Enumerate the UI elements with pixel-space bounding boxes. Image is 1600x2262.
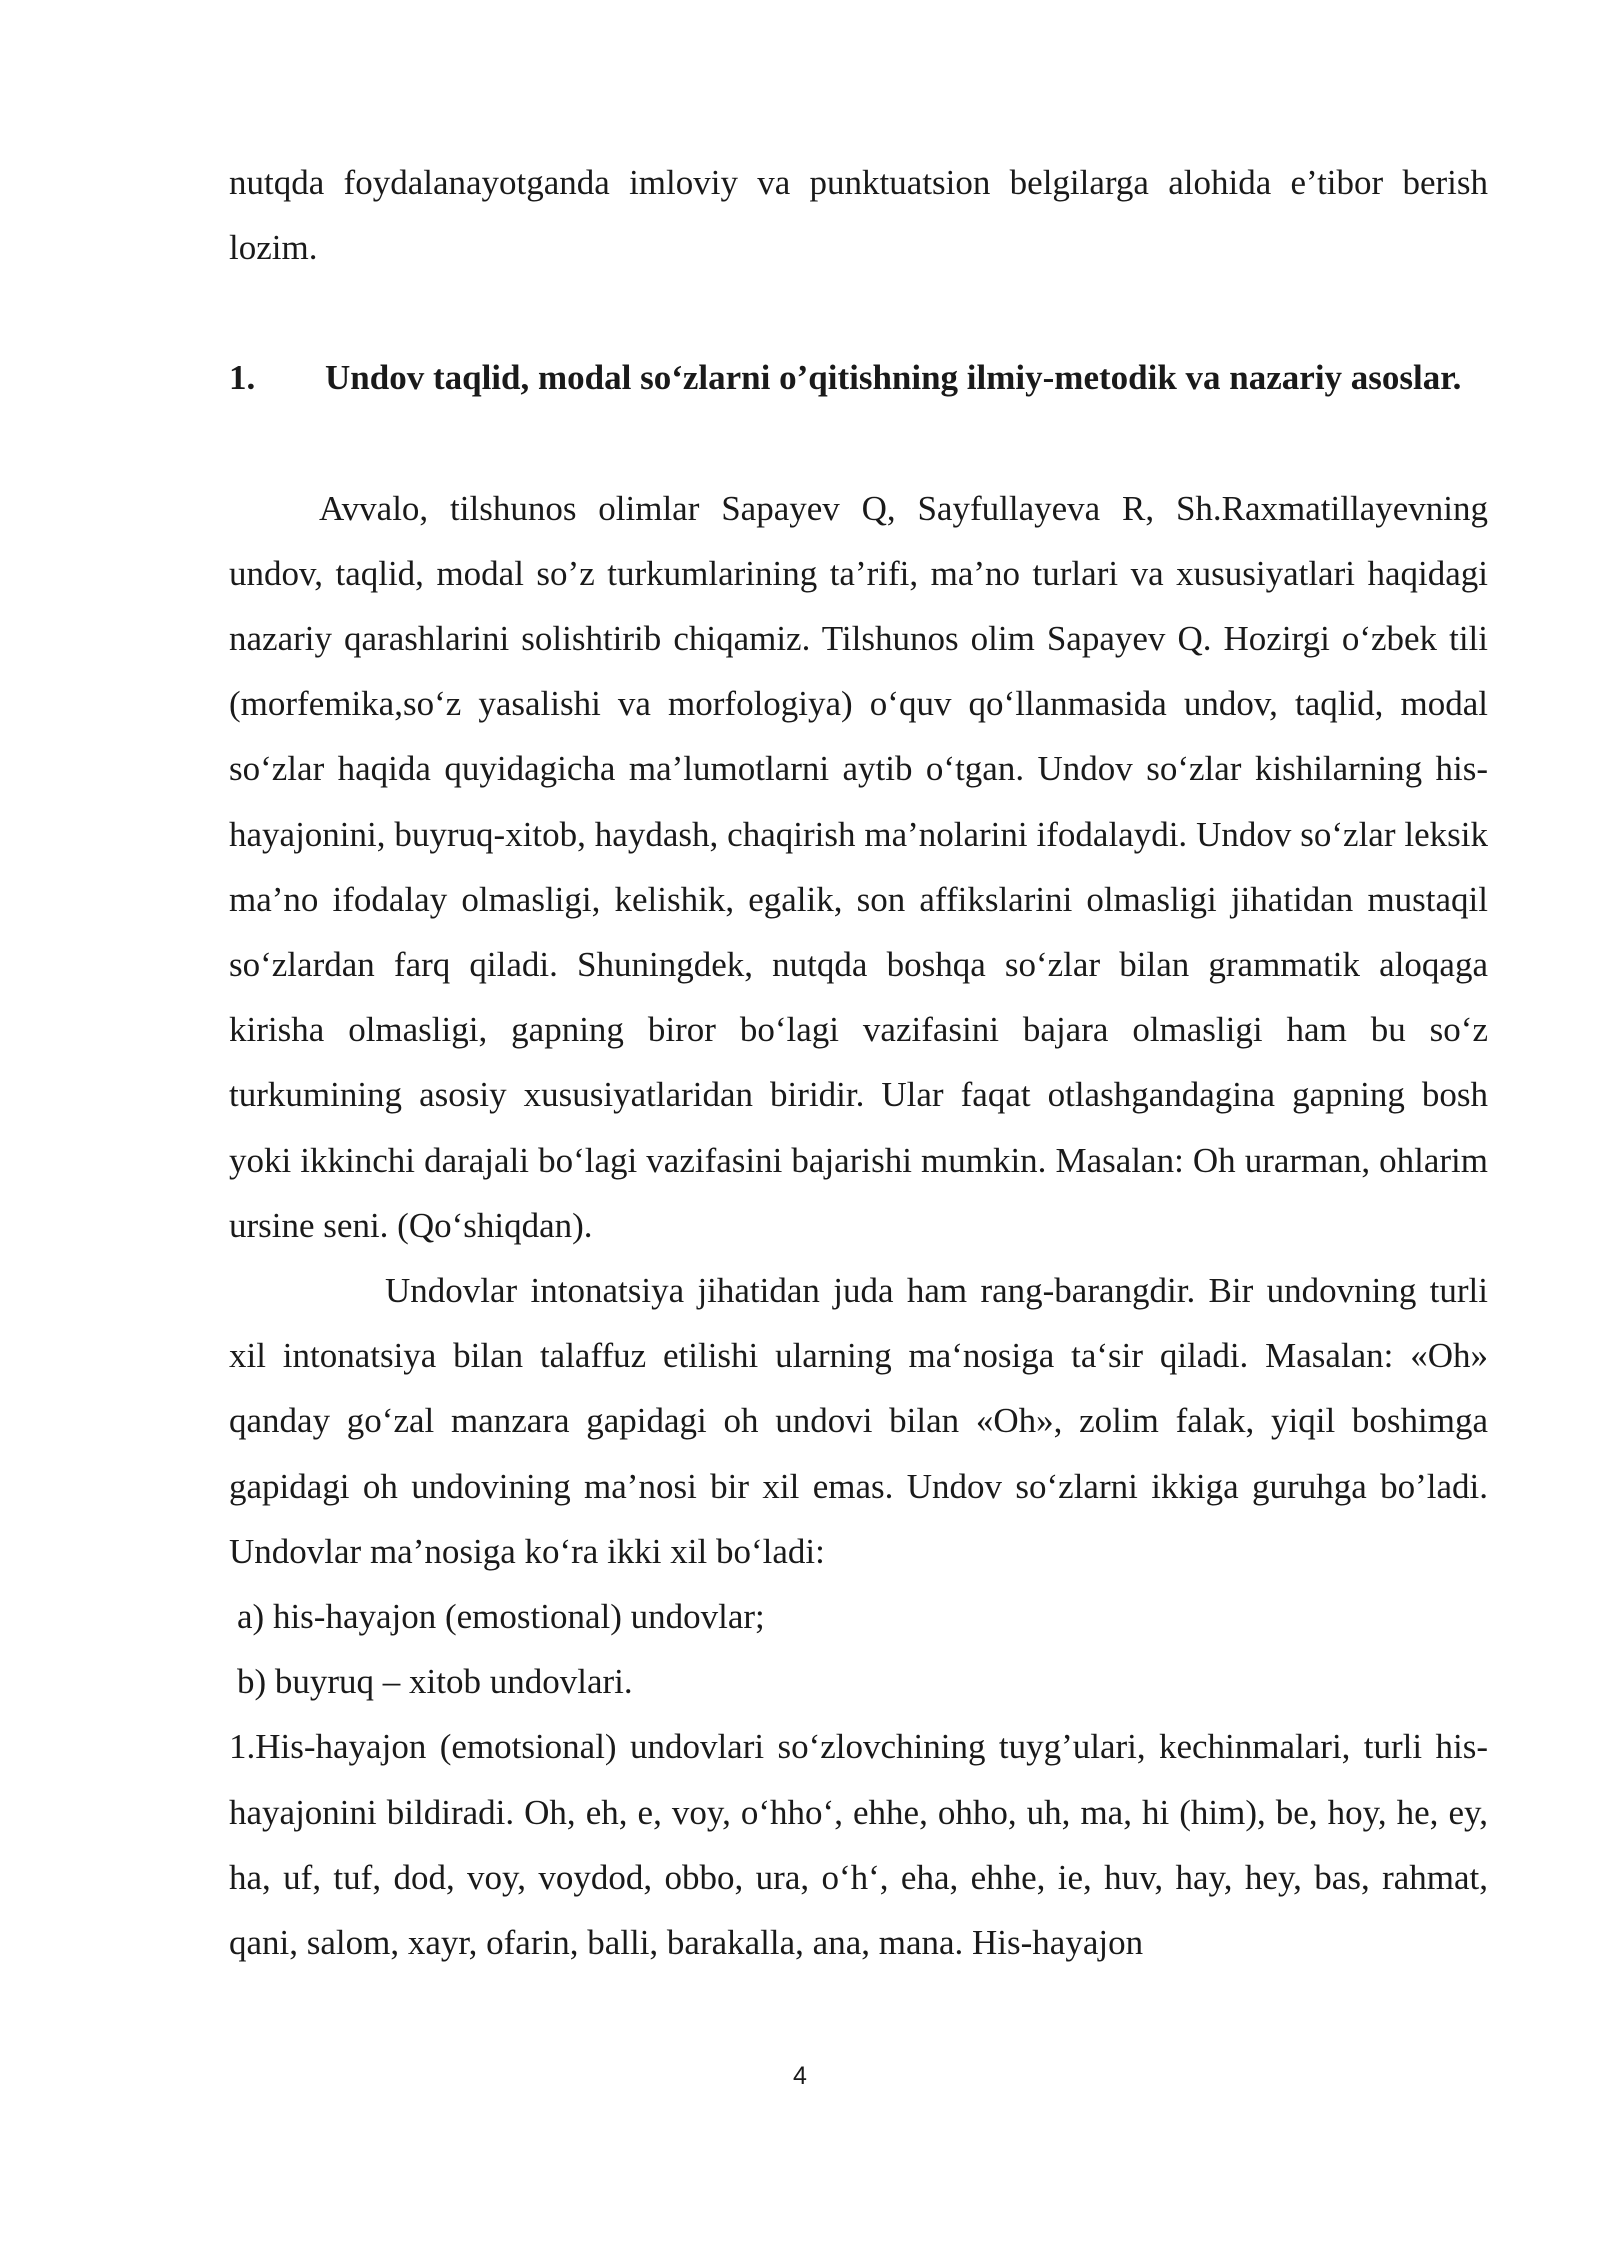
section-heading (229, 345, 1488, 410)
intro-paragraph: nutqda foydalanayotganda imloviy va punktuatsion belgilarga alohida e’tibor berish lozim. (229, 163, 1488, 268)
document-page (229, 150, 1488, 1975)
heading-text: Undov taqlid, modal so‘zlarni o’qitishning ilmiy-metodik va nazariy asoslar. (325, 358, 1462, 398)
body-paragraph: Avvalo, tilshunos olimlar Sapayev Q, Sayfullayeva R, Sh.Raxmatillayevning undov, taqlid, modal so’z turkumlarining ta’rifi, ma’no turlari va xususiyatlari haqidagi nazariy qarashlarini solishtirib chiqamiz. Tilshunos olim Sapayev Q. Hozirgi o‘zbek tili (morfemika,so‘z yasalishi va morfologiya) o‘quv qo‘llanmasida undov, taqlid, modal so‘zlar haqida quyidagicha ma’lumotlarni aytib o‘tgan. Undov so‘zlar kishilarning his-hayajonini, buyruq-xitob, haydash, chaqirish ma’nolarini ifodalaydi. Undov so‘zlar leksik ma’no ifodalay olmasligi, kelishik, egalik, son affikslarini olmasligi jihatidan mustaqil so‘zlardan farq qiladi. Shuningdek, nutqda boshqa so‘zlar bilan grammatik aloqaga kirisha olmasligi, gapning biror bo‘lagi vazifasini bajara olmasligi ham bu so‘z turkumining asosiy xususiyatlaridan biridir. Ular faqat otlashgandagina gapning bosh yoki ikkinchi darajali bo‘lagi vazifasini bajarishi mumkin. Masalan: Oh urarman, ohlarim ursine seni. (Qo‘shiqdan). (229, 488, 1488, 1245)
body-paragraph: Undovlar intonatsiya jihatidan juda ham rang-barangdir. Bir undovning turli xil intonatsiya bilan talaffuz etilishi ularning ma‘nosiga ta‘sir qiladi. Masalan: «Oh» qanday go‘zal manzara gapidagi oh undovi bilan «Oh», zolim falak, yiqil boshimga gapidagi oh undovining ma’nosi bir xil emas. Undov so‘zlarni ikkiga guruhga bo’ladi. Undovlar ma’nosiga ko‘ra ikki xil bo‘ladi: (229, 1271, 1488, 1571)
page-number: 4 (793, 2062, 807, 2090)
body-paragraph: 1.His-hayajon (emotsional) undovlari so‘zlovchining tuyg’ulari, kechinmalari, turli his-hayajonini bildiradi. Oh, eh, e, voy, o‘hho‘, ehhe, ohho, uh, ma, hi (him), be, hoy, he, ey, ha, uf, tuf, dod, voy, voydod, obbo, ura, o‘h‘, eha, ehhe, ie, huv, hay, hey, bas, rahmat, qani, salom, xayr, ofarin, balli, barakalla, ana, mana. His-hayajon (229, 1727, 1488, 1963)
list-item: a) his-hayajon (emostional) undovlar; (237, 1597, 765, 1637)
list-item: b) buyruq – xitob undovlari. (237, 1662, 633, 1702)
heading-number: 1. (229, 358, 256, 398)
